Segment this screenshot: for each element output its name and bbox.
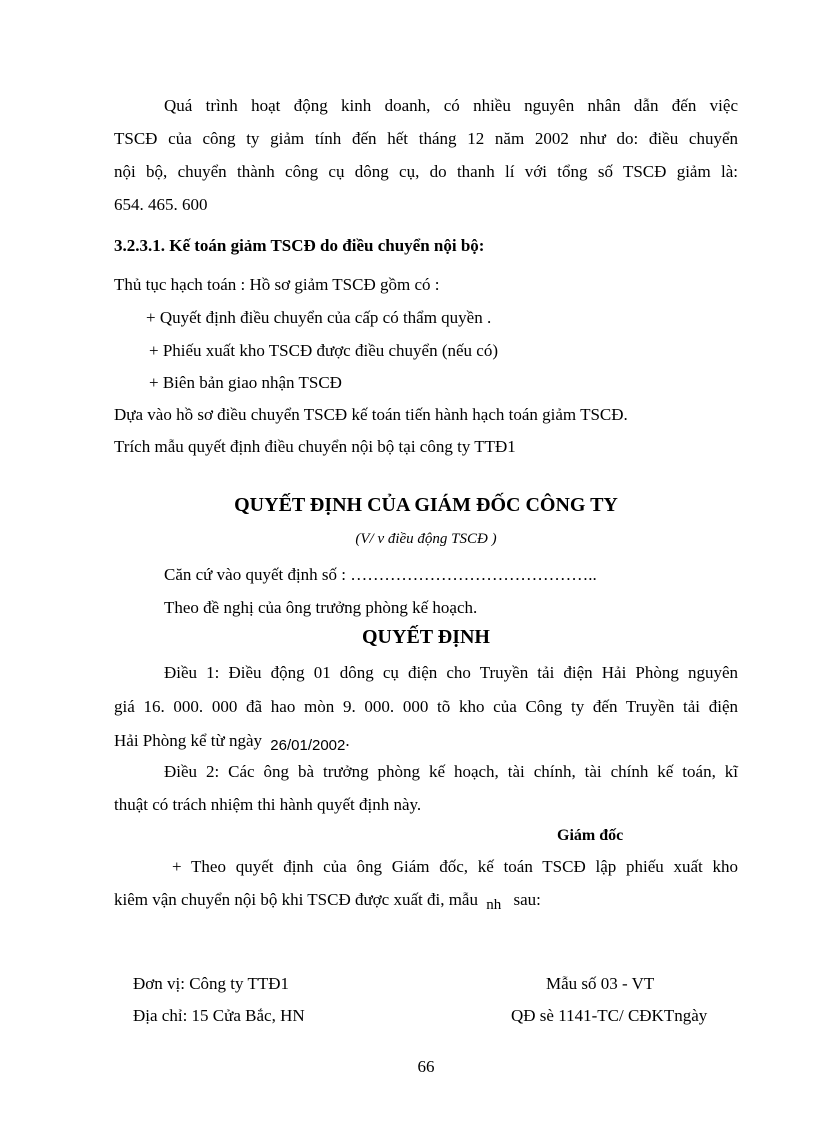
article-1-line-3 [114,730,350,753]
article-1-line-1: Điều 1: Điều động 01 dông cụ điện cho Truyền tải điện Hải Phòng nguyên [164,663,738,682]
followup-line-2-end: sau: [513,890,541,909]
intro-line-3: nội bộ, chuyển thành công cụ dông cụ, do thanh lí với tổng số TSCĐ giảm là: [114,162,738,181]
intro-line-1: Quá trình hoạt động kinh doanh, có nhiều nguyên nhân dẫn đến việc [164,96,738,115]
procedure-item: + Phiếu xuất kho TSCĐ được điều chuyển (nếu có) [149,341,498,360]
page-number: 66 [417,1057,435,1076]
procedure-extract: Trích mẫu quyết định điều chuyển nội bộ tại công ty TTĐ1 [114,437,516,456]
decision-basis: Căn cứ vào quyết định số : …………………………………….. [164,565,597,584]
article-1-line-3-text: Hải Phòng kể từ ngày [114,731,263,750]
signer-title: Giám đốc [557,827,624,844]
followup-line-2-text: kiêm vận chuyển nội bộ khi TSCĐ được xuất đi, mẫu [114,890,478,909]
procedure-basis: Dựa vào hồ sơ điều chuyển TSCĐ kế toán tiến hành hạch toán giảm TSCĐ. [114,405,628,424]
article-1-period: . [345,731,350,750]
form-decree: QĐ sè 1141-TC/ CĐKTngày [511,1006,708,1025]
decision-title: QUYẾT ĐỊNH CỦA GIÁM ĐỐC CÔNG TY [234,494,618,516]
form-unit: Đơn vị: Công ty TTĐ1 [133,974,290,993]
form-number: Mẫu số 03 - VT [546,974,655,993]
decision-subtitle: (V/ v điều động TSCĐ ) [355,531,497,547]
procedure-item: + Quyết định điều chuyển của cấp có thẩm quyền . [146,308,492,327]
decision-request: Theo đề nghị của ông trưởng phòng kế hoạch. [164,598,478,617]
form-address: Địa chỉ: 15 Cửa Bắc, HN [133,1006,305,1025]
followup-line-1: + Theo quyết định của ông Giám đốc, kế toán TSCĐ lập phiếu xuất kho [172,857,738,876]
intro-line-2: TSCĐ của công ty giảm tính đến hết tháng 12 năm 2002 như do: điều chuyển [114,129,738,148]
article-1-date: 26/01/2002 [270,737,346,754]
article-2-line-2: thuật có trách nhiệm thi hành quyết định này. [114,795,422,814]
article-2-line-1: Điều 2: Các ông bà trưởng phòng kế hoạch, tài chính, tài chính kế toán, kĩ [164,762,738,781]
followup-line-2-small: nh [486,897,502,913]
intro-line-4: 654. 465. 600 [114,195,208,214]
procedure-intro: Thủ tục hạch toán : Hồ sơ giảm TSCĐ gồm có : [114,275,440,294]
followup-line-2 [114,889,541,912]
article-1-line-2: giá 16. 000. 000 đã hao mòn 9. 000. 000 tõ kho của Công ty đến Truyền tải điện [114,697,738,716]
section-heading: 3.2.3.1. Kế toán giảm TSCĐ do điều chuyển nội bộ: [114,236,485,255]
decision-heading: QUYẾT ĐỊNH [362,626,490,648]
procedure-item: + Biên bản giao nhận TSCĐ [149,373,342,392]
